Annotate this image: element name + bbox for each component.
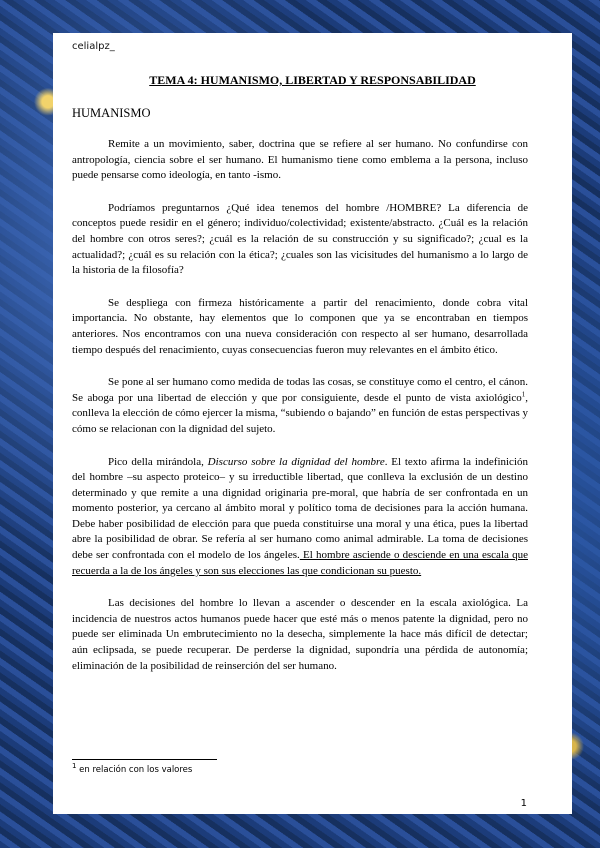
footnote-marker: 1 — [72, 762, 77, 771]
underlined-sentence: El hombre asciende o desciende en una escala que recuerda a la de los ángeles y son sus elecciones las que condicionan su puesto. — [72, 549, 528, 577]
paragraph-4-text-b: , conlleva la elección de cómo ejercer la misma, “subiendo o bajando” en función de estas perspectivas y cómo se relacionan con la dignidad del sujeto. — [72, 391, 529, 435]
footnote — [72, 762, 193, 775]
paragraph-5-text-b: . El texto afirma la indefinición del hombre –su aspecto proteico– y su irreductible libertad, que conlleva la exclusión de un destino determinado y que remite a una dignidad originaria pre-moral, que habría de ser confrontada en un momento posterior, ya cercano al ámbito moral y político toma de decisiones para la acción humana. Debe haber posibilidad de elección para que pueda constituirse una moral y una ética, pues la libertad abre la posibilidad de obrar. Se refería al ser humano como animal admirable. La toma de decisiones debe ser confrontada con el modelo de los ángeles. — [72, 455, 528, 562]
paragraph-4-text-a: Se pone al ser humano como medida de todas las cosas, se constituye como el centro, el cánon. Se aboga por una libertad de elección y que por consiguiente, desde el punto de vista axiológico — [72, 376, 528, 404]
paragraph-6: Las decisiones del hombre lo llevan a ascender o descender en la escala axiológica. La incidencia de nuestros actos humanos puede hacer que esté más o menos patente la dignidad, pero no puede ser eliminada Un embrutecimiento no la desecha, simplemente la hace más difícil de detectar; aún eclipsada, se puede recuperar. De perderse la dignidad, supondría una pérdida de autonomía; eliminación de la posibilidad de reinserción del ser humano. — [72, 597, 528, 672]
footnote-text: en relación con los valores — [76, 765, 193, 775]
document-body — [72, 137, 528, 674]
paragraph-3: Se despliega con firmeza históricamente a partir del renacimiento, donde cobra vital importancia. No obstante, hay elementos que lo componen que ya se encontraban en tiempos anteriores. Nos encontramos con una nueva consideración con respecto al ser humano, desarrollada tiempo después del renacimiento, cuyas consecuencias fueron muy relevantes en el ámbito ético. — [72, 296, 528, 356]
paragraph-1: Remite a un movimiento, saber, doctrina que se refiere al ser humano. No confundirse con antropología, ciencia sobre el ser humano. El humanismo tiene como emblema a la persona, incluso puede pensarse como ideología, en tanto -ismo. — [72, 138, 528, 182]
page-number: 1 — [520, 798, 527, 809]
paragraph-2: Podríamos preguntarnos ¿Qué idea tenemos del hombre /HOMBRE? La diferencia de conceptos puede residir en el género; individuo/colectividad; existente/abstracto. ¿Cuál es la relación del hombre con otros seres?; ¿cuál es la relación de su construcción y su significado?; ¿cual es la actualidad?; ¿cuál es su relación con la ética?; ¿cuales son las vicisitudes del humanismo a lo largo de la historia de la filosofía? — [72, 201, 528, 277]
paragraph-4 — [72, 375, 528, 437]
section-heading: HUMANISMO — [72, 106, 151, 120]
author-handle: celialpz_ — [72, 41, 115, 52]
document-title: TEMA 4: HUMANISMO, LIBERTAD Y RESPONSABILIDAD — [149, 73, 476, 87]
footnote-reference: 1 — [521, 390, 526, 399]
paragraph-5-text-a: Pico della mirándola, — [108, 455, 208, 468]
document-page — [53, 33, 572, 814]
paragraph-5 — [72, 455, 528, 580]
book-title-italic: Discurso sobre la dignidad del hombre — [207, 455, 385, 468]
footnote-divider — [72, 759, 217, 760]
